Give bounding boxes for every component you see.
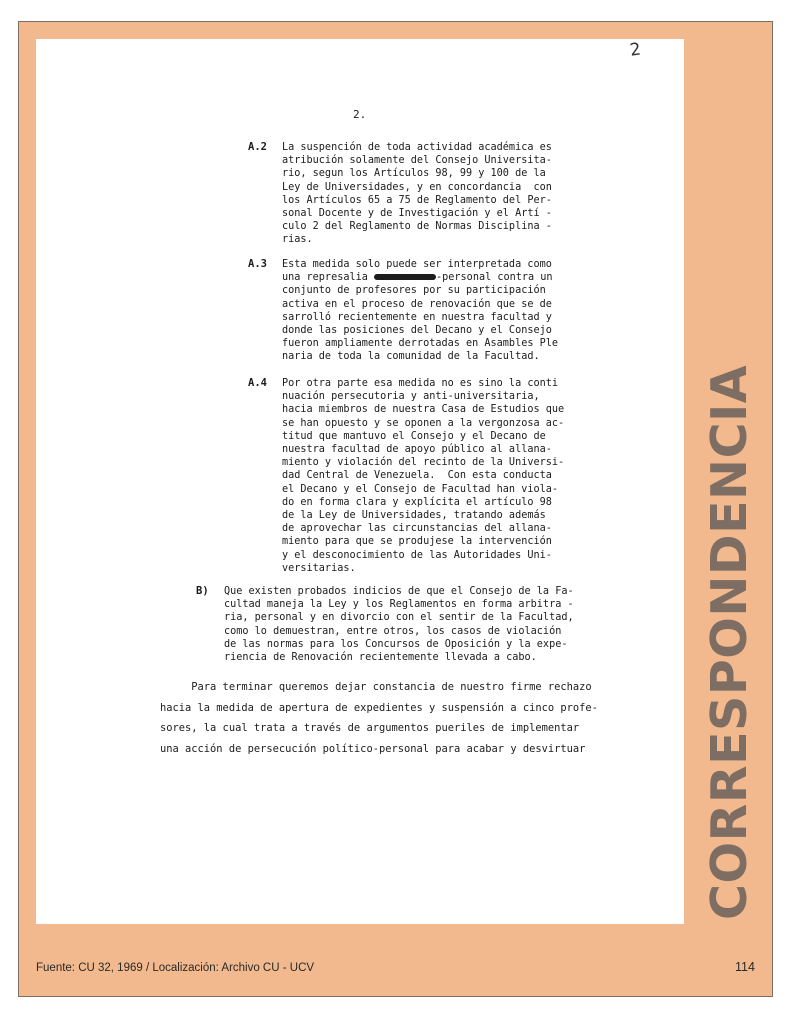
item-line: nuación persecutoria y anti-universitaria, — [282, 391, 540, 403]
closing-line: una acción de persecución político-personal para acabar y desvirtuar — [160, 742, 586, 755]
handwritten-page-mark: 2 — [628, 39, 643, 61]
closing-paragraph — [160, 677, 598, 759]
item-label-a4: A.4 — [248, 377, 267, 389]
item-body-a2 — [282, 141, 552, 247]
closing-line: hacia la medida de apertura de expedientes y suspensión a cinco profe- — [160, 701, 598, 714]
item-line: miento y violación del recinto de la Universi- — [282, 457, 565, 469]
item-line: culo 2 del Reglamento de Normas Disciplina - — [282, 221, 552, 233]
item-line-segment: -personal contra un — [436, 272, 553, 284]
item-line: La suspención de toda actividad académica es — [282, 142, 552, 153]
item-line: riencia de Renovación recientemente llevada a cabo. — [224, 652, 537, 664]
footer-page-number: 114 — [735, 960, 755, 974]
item-line: Ley de Universidades, y en concordancia con — [282, 181, 552, 193]
item-line: nuestra facultad de apoyo público al allana- — [282, 444, 552, 456]
closing-line: Para terminar queremos dejar constancia de nuestro firme rechazo — [160, 681, 592, 693]
item-line: rias. — [282, 234, 313, 246]
item-line: Esta medida solo puede ser interpretada como — [282, 259, 552, 270]
item-line: activa en el proceso de renovación que se de — [282, 298, 552, 310]
item-body-a4 — [282, 377, 564, 575]
item-line: sonal Docente y de Investigación y el Artí - — [282, 208, 552, 220]
item-line: como lo demuestran, entre otros, los casos de violación — [224, 625, 562, 637]
item-body-a3 — [282, 258, 558, 364]
item-line: conjunto de profesores por su participación — [282, 285, 546, 297]
item-line: ria, personal y en divorcio con el sentir de la Facultad, — [224, 612, 574, 624]
item-line: sarrolló recientemente en nuestra facultad y — [282, 311, 552, 323]
item-line-with-strikeout — [282, 271, 558, 284]
item-line: hacia miembros de nuestra Casa de Estudios que — [282, 404, 565, 416]
item-line: y el desconocimiento de las Autoridades Uni- — [282, 549, 552, 561]
item-line: cultad maneja la Ley y los Reglamentos en forma arbitra - — [224, 599, 574, 611]
item-line: de las normas para los Concursos de Oposición y la expe- — [224, 638, 568, 650]
item-line: versitarias. — [282, 562, 356, 574]
item-body-b — [224, 585, 574, 664]
item-line: los Artículos 65 a 75 de Reglamento del Per- — [282, 194, 552, 206]
item-line: atribución solamente del Consejo Universita- — [282, 155, 552, 167]
item-label-a2: A.2 — [248, 141, 267, 153]
item-line: el Decano y el Consejo de Facultad han viola- — [282, 483, 559, 495]
closing-line: sores, la cual trata a través de argumentos pueriles de implementar — [160, 722, 580, 734]
item-line: Por otra parte esa medida no es sino la conti — [282, 378, 559, 389]
item-line: naria de toda la comunidad de la Facultad. — [282, 351, 540, 363]
item-line: rio, segun los Artículos 98, 99 y 100 de la — [282, 168, 546, 180]
section-title: CORRESPONDENCIA — [701, 364, 758, 920]
struck-out-word — [374, 274, 436, 280]
item-line: fueron ampliamente derrotadas en Asambles Ple — [282, 338, 559, 350]
document-page-number: 2. — [353, 108, 367, 121]
item-line: donde las posiciones del Decano y el Consejo — [282, 325, 552, 337]
item-line: Que existen probados indicios de que el Consejo de la Fa- — [224, 586, 574, 597]
item-line: se han opuesto y se oponen a la vergonzosa ac- — [282, 417, 565, 429]
footer-source: Fuente: CU 32, 1969 / Localización: Archivo CU - UCV — [36, 962, 315, 974]
item-line: dad Central de Venezuela. Con esta conducta — [282, 470, 552, 482]
item-line: titud que mantuvo el Consejo y el Decano de — [282, 430, 546, 442]
item-line: miento para que se produjese la intervención — [282, 536, 552, 548]
item-line: do en forma clara y explícita el artículo 98 — [282, 496, 552, 508]
item-line-segment: una represalia — [282, 272, 375, 284]
item-label-b: B) — [196, 585, 209, 597]
item-line: de la Ley de Universidades, tratando además — [282, 510, 546, 522]
item-line: de aprovechar las circunstancias del allana- — [282, 523, 552, 535]
item-label-a3: A.3 — [248, 258, 267, 270]
